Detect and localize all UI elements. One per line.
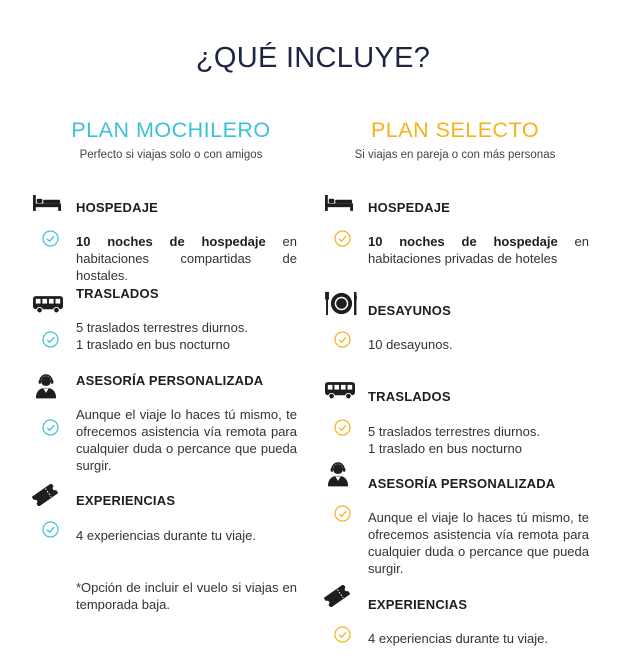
right-asesoria-heading: ASESORÍA PERSONALIZADA — [368, 476, 556, 491]
right-hospedaje-rest: en habitaciones privadas de hoteles — [368, 234, 589, 266]
support-agent-icon — [35, 374, 57, 399]
check-circle-icon — [42, 230, 59, 247]
left-experiencias-heading: EXPERIENCIAS — [76, 493, 176, 508]
left-hospedaje-heading: HOSPEDAJE — [76, 200, 158, 215]
ticket-icon — [32, 484, 58, 506]
support-agent-icon — [327, 462, 349, 487]
left-asesoria-heading: ASESORÍA PERSONALIZADA — [76, 373, 264, 388]
bed-icon — [33, 194, 61, 211]
bus-icon — [325, 381, 355, 400]
plan-selecto-title: PLAN SELECTO — [370, 118, 540, 142]
right-hospedaje-bold: 10 noches de hospedaje — [368, 234, 558, 249]
left-traslados-heading: TRASLADOS — [76, 286, 159, 301]
plan-mochilero-subtitle: Perfecto si viajas solo o con amigos — [79, 149, 263, 161]
right-traslados-line2: 1 traslado en bus nocturno — [368, 441, 522, 456]
bus-icon — [33, 295, 63, 314]
plan-mochilero-title: PLAN MOCHILERO — [71, 118, 271, 142]
check-circle-icon — [334, 626, 351, 643]
left-traslados-line1: 5 traslados terrestres diurnos. — [76, 320, 248, 335]
left-traslados-line2: 1 traslado en bus nocturno — [76, 337, 230, 352]
plate-cutlery-icon — [325, 290, 358, 317]
check-circle-icon — [42, 331, 59, 348]
page-title: ¿QUÉ INCLUYE? — [195, 42, 431, 74]
right-desayunos-text: 10 desayunos. — [368, 337, 453, 352]
right-desayunos-heading: DESAYUNOS — [368, 303, 451, 318]
left-experiencias-text: 4 experiencias durante tu viaje. — [76, 528, 256, 543]
right-traslados-line1: 5 traslados terrestres diurnos. — [368, 424, 540, 439]
right-traslados-heading: TRASLADOS — [368, 389, 451, 404]
left-hospedaje-text — [76, 233, 297, 284]
right-experiencias-text: 4 experiencias durante tu viaje. — [368, 631, 548, 646]
check-circle-icon — [42, 419, 59, 436]
right-hospedaje-text — [368, 233, 589, 267]
check-circle-icon — [334, 331, 351, 348]
left-asesoria-text: Aunque el viaje lo haces tú mismo, te ofrecemos asistencia vía remota para cualquier duda o percance que pueda surgir. — [76, 407, 297, 473]
plan-selecto-subtitle: Si viajas en pareja o con más personas — [354, 149, 556, 161]
check-circle-icon — [334, 419, 351, 436]
left-hospedaje-rest: en habitaciones compartidas de hostales. — [76, 234, 297, 283]
right-asesoria-text: Aunque el viaje lo haces tú mismo, te ofrecemos asistencia vía remota para cualquier duda o percance que pueda surgir. — [368, 510, 589, 576]
ticket-icon — [324, 585, 350, 607]
check-circle-icon — [334, 230, 351, 247]
right-hospedaje-heading: HOSPEDAJE — [368, 200, 450, 215]
right-experiencias-heading: EXPERIENCIAS — [368, 597, 468, 612]
check-circle-icon — [334, 505, 351, 522]
flight-option-note: *Opción de incluir el vuelo si viajas en temporada baja. — [76, 580, 297, 612]
left-hospedaje-bold: 10 noches de hospedaje — [76, 234, 266, 249]
bed-icon — [325, 194, 353, 211]
check-circle-icon — [42, 521, 59, 538]
